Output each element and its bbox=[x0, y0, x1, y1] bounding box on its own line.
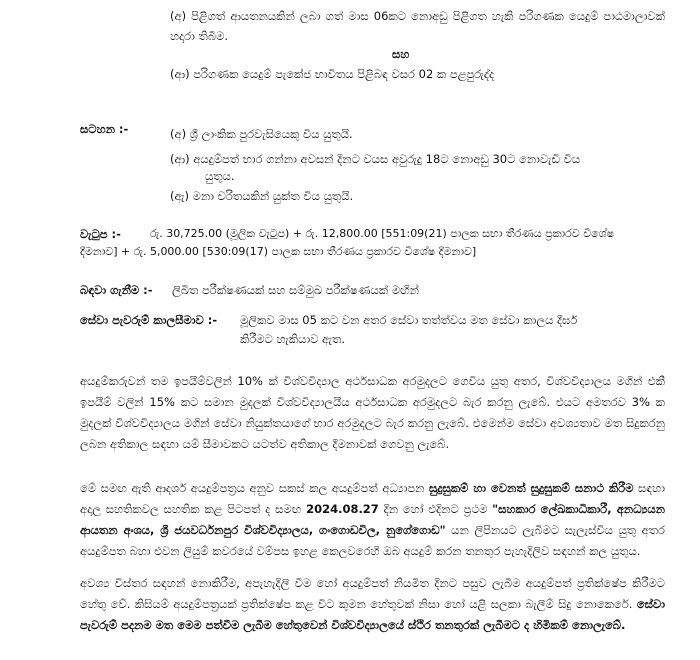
closing-date: 2024.08.27 bbox=[306, 502, 379, 516]
salary-label: වැටුප :- bbox=[80, 227, 121, 241]
para2-text-3: දින හෝ එදිනට ප්‍රථම bbox=[378, 502, 493, 516]
qualification-item-a: (අ) පිළිගත් ආයතනයකින් ලබා ගත් මාස 06කට නොඅඩු පිළිගත හැකි පරිගණක යෙදුම් පාඨමාලාවක් හදාරා තිබීම. bbox=[170, 9, 665, 43]
para3-text-1: අවශ්‍ය විස්තර සඳහන් නොකිරීම, අපැහැදිලි වීම හෝ අයදුම්පත් නියමිත දිනට පසුව ලැබීම අයදුම්පත් ප්‍රතික්ෂේප කිරීමට හේතු වේ. කිසියම් අයදුම්පත්‍රයක් ප්‍රතික්ෂේප කළ විට කුමන හේතුවක් නිසා හෝ යළි සලකා බැලීම් සිදු නොකෙරේ. bbox=[80, 576, 665, 611]
para3-bold-note: සේවා පැවරුම් පදනම මත මෙම පත්වීම ලැබීම හේතුවෙන් විශ්වවිද්‍යාලයේ ස්ථිර තනතුරක් ලැබීමට ද හිමිකම් නොලැබේ. bbox=[80, 597, 665, 632]
para2-text-1: මේ සමඟ ඇති ආදර්ශ අයදුම්පත්‍රය අනුව සකස් කල අයදුම්පත් අධ්‍යාපන bbox=[80, 481, 430, 495]
recruitment-label: බඳවා ගැනීම :- bbox=[80, 283, 153, 297]
provident-fund-paragraph: අයදුම්කරුවන් තම ඉපයීම්වලින් 10% ක් විශ්වවිද්‍යාල අර්ථසාධක අරමුදලට ගෙවිය යුතු අතර, විශ්වවිද්‍යාලය මගින් එකී ඉපයීම් වලින් 15% කට සමාන මුදලක් විශ්වවිද්‍යාලයීය අර්ථසාධක අරමුදලට බැර කරනු ලැබේ. එයට අමතරව 3% ක මුදලක් විශ්වවිද්‍යාලය මගින් සේවා නියුක්තයාගේ භාර අරමුදලට බැර කරනු ලැබේ. එමෙන්ම සේවා අවශ්‍යතාව මත සිදුකරනු ලබන අතිකාල සඳහා යම් සීමාවකට යටත්ව අතිකාල දීමනාවක් ගෙවනු ලැබේ. bbox=[80, 374, 665, 451]
application-instructions-paragraph bbox=[80, 478, 665, 562]
service-period-label: සේවා පැවරුම් කාලසීමාව :- bbox=[80, 313, 218, 327]
note-item-a: (අ) ශ්‍රී ලාංකික පුරවැසියෙකු විය යුතුයි. bbox=[170, 127, 353, 141]
recruitment-text: ලිඛිත පරීක්ෂණයක් සහ සම්මුඛ පරීක්ෂණයක් මඟින් bbox=[172, 283, 419, 297]
salary-line2: දීමනාව] + රු. 5,000.00 [530:09(17) පාලක සභා තීරණය ප්‍රකාරව විශේෂ දීමනාව] bbox=[80, 245, 477, 258]
postal-address: "සහකාර ලේඛකාධිකාරී, අනධ්‍යයන ආයතන අංශය, ශ්‍රී ජයවර්ධනපුර විශ්වවිද්‍යාලය, ගංගොඩවිල, නුගේගොඩ" bbox=[80, 502, 665, 537]
rejection-policy-paragraph bbox=[80, 573, 665, 636]
salary-line1: රු. 30,725.00 (මූලික වැටුප) + රු. 12,800.00 [551:09(21) පාලක සභා තීරණය ප්‍රකාරව විශේෂ bbox=[150, 227, 614, 240]
note-item-aa-line1: (ආ) අයදුම්පත් භාර ගන්නා අවසන් දිනට වයස අවුරුදු 18ට නොඅඩු 30ට නොවැඩි විය bbox=[170, 152, 581, 166]
para2-text-2: සඳහා අදාල සහතිකවල සහතික කළ පිටපත් ද සමඟ bbox=[80, 481, 666, 516]
notes-heading: සටහන :- bbox=[80, 122, 129, 136]
para2-text-4: යන ලිපිනයට ලැබීමට සැලැස්විය යුතු අතර අයදුම්පත බහා එවන ලියුම් කවරයේ වම්පස ඉහළ කෙලවරෙහි ඔබ අයදුම් කරන තනතුර පැහැදිලිව සඳහන් කල යුතුය. bbox=[80, 523, 665, 558]
para2-bold-qualifications: සුදුසුකම් හා වෙනත් සුදුසුකම් සනාථ කිරීම bbox=[429, 481, 634, 495]
service-period-line2: කිරීමට හැකියාව ඇත. bbox=[240, 332, 346, 346]
service-period-line1: මූලිකව මාස 05 කට වන අතර සේවා තත්ත්වය මත සේවා කාලය දීර්ඝ bbox=[240, 313, 578, 327]
note-item-aa-line2: යුතුය. bbox=[205, 169, 235, 183]
note-item-ae: (ඇ) මනා චරිතයකින් යුක්ත විය යුතුයි. bbox=[170, 189, 354, 203]
qualification-item-aa: (ආ) පරිගණක යෙදුම් පැකේජ භාවිතය පිළිබඳ වසර 02 ක පළපුරුද්ද bbox=[170, 67, 495, 81]
qualification-and: සහ bbox=[392, 47, 410, 61]
